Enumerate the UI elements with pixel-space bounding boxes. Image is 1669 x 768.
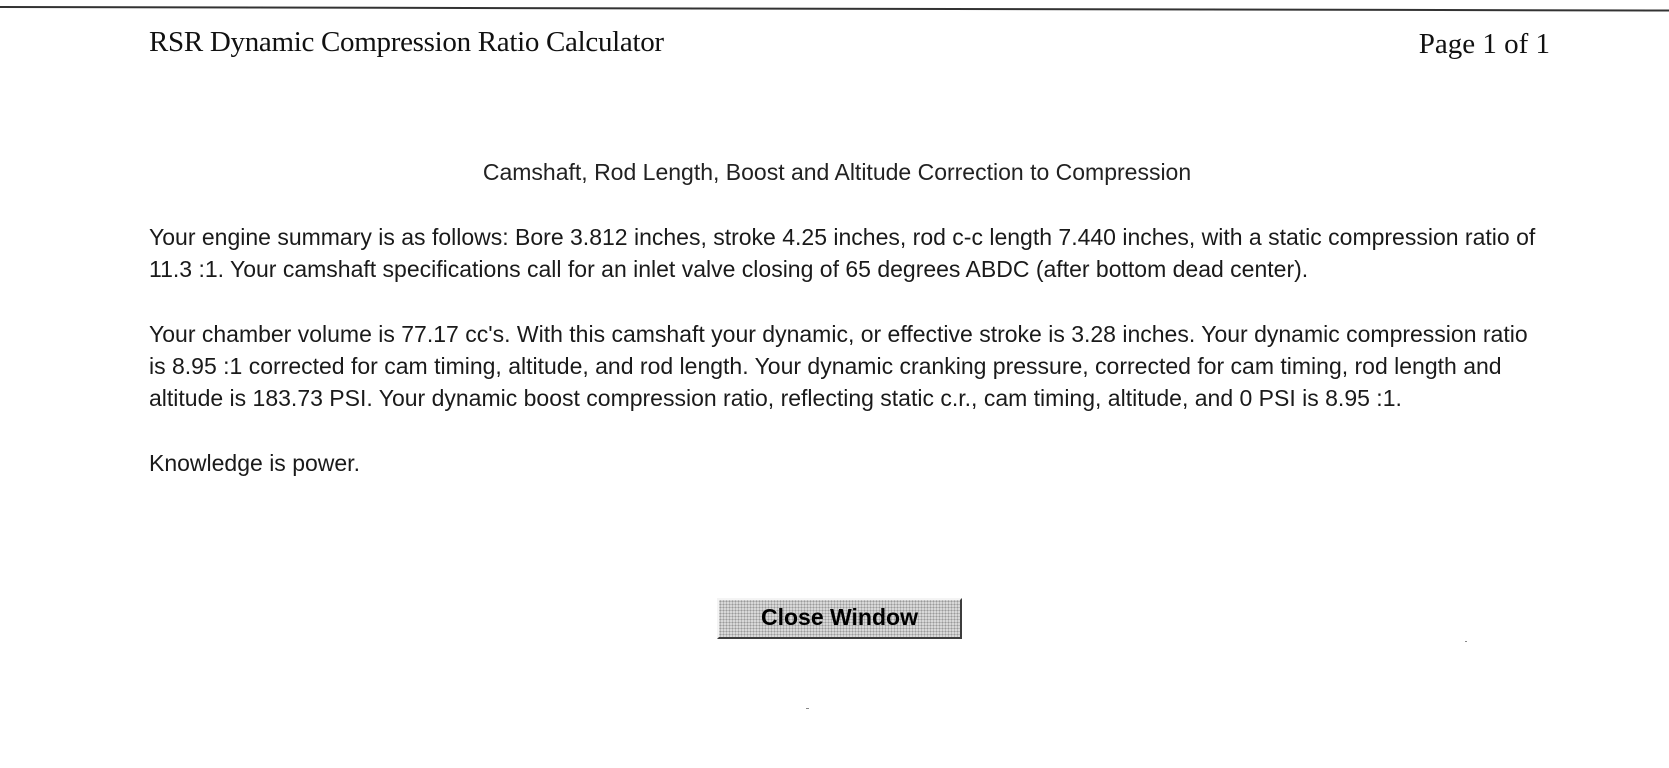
- close-window-button[interactable]: Close Window: [717, 598, 962, 639]
- button-row: [717, 598, 962, 639]
- dynamic-compression-paragraph: Your chamber volume is 77.17 cc's. With this camshaft your dynamic, or effective stroke is 3.28 inches. Your dynamic compression ratio is 8.95 :1 corrected for cam timing, altitude, and rod length. Your dynamic cranking pressure, corrected for cam timing, rod length and altitude is 183.73 PSI. Your dynamic boost compression ratio, reflecting static c.r., cam timing, altitude, and 0 PSI is 8.95 :1.: [149, 321, 1528, 411]
- page-indicator: Page 1 of 1: [1418, 28, 1550, 60]
- scan-speck: [806, 708, 809, 709]
- closing-remark: Knowledge is power.: [149, 450, 360, 476]
- calculator-results: [149, 156, 1549, 512]
- results-heading: Camshaft, Rod Length, Boost and Altitude Correction to Compression: [482, 159, 1192, 185]
- scan-speck: [1465, 641, 1467, 642]
- document-title: RSR Dynamic Compression Ratio Calculator: [149, 26, 664, 58]
- top-divider: [0, 6, 1669, 11]
- engine-summary-paragraph: Your engine summary is as follows: Bore 3.812 inches, stroke 4.25 inches, rod c-c length 7.440 inches, with a static compression ratio of 11.3 :1. Your camshaft specifications call for an inlet valve closing of 65 degrees ABDC (after bottom dead center).: [149, 224, 1536, 282]
